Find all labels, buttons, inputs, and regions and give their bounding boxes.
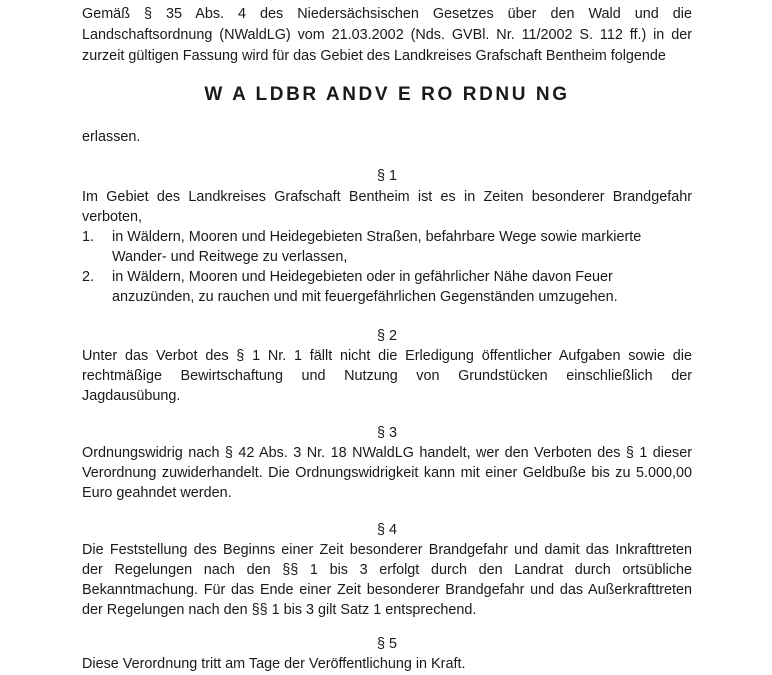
section-4-heading: § 4 (376, 522, 397, 538)
preamble-line-1: Gemäß § 35 Abs. 4 des Niedersächsischen Gesetzes über den Wald und die (82, 6, 692, 22)
preamble-line-3: zurzeit gültigen Fassung wird für das Gebiet des Landkreises Grafschaft Bentheim folgende (82, 48, 666, 64)
section-3-line-1: Ordnungswidrig nach § 42 Abs. 3 Nr. 18 NWaldLG handelt, wer den Verboten des § 1 dieser (82, 445, 692, 461)
document-title: W A LDBR ANDV E RO RDNU NG (204, 84, 570, 105)
section-4-line-2: der Regelungen nach den §§ 1 bis 3 erfolgt durch den Landrat durch ortsübliche (82, 562, 692, 578)
section-1-line-1: Im Gebiet des Landkreises Grafschaft Bentheim ist es in Zeiten besonderer Brandgefahr (82, 189, 692, 205)
section-5-heading: § 5 (376, 636, 397, 652)
section-1-line-2: verboten, (82, 209, 143, 225)
section-1-item-2-line-2: anzuzünden, zu rauchen und mit feuergefährlichen Gegenständen umzugehen. (112, 289, 618, 305)
section-2-line-1: Unter das Verbot des § 1 Nr. 1 fällt nicht die Erledigung öffentlicher Aufgaben sowie die (82, 348, 692, 364)
enactment-text: erlassen. (82, 129, 141, 145)
section-1-item-2-line-1: in Wäldern, Mooren und Heidegebieten oder in gefährlicher Nähe davon Feuer (112, 269, 613, 285)
section-4-line-4: der Regelungen nach den §§ 1 bis 3 gilt Satz 1 entsprechend. (82, 602, 477, 618)
section-1-item-1-number: 1. (82, 229, 95, 245)
section-1-item-1-line-1: in Wäldern, Mooren und Heidegebieten Straßen, befahrbare Wege sowie markierte (112, 229, 642, 245)
section-5-line-1: Diese Verordnung tritt am Tage der Veröffentlichung in Kraft. (82, 656, 466, 672)
section-3-line-2: Verordnung zuwiderhandelt. Die Ordnungswidrigkeit kann mit einer Geldbuße bis zu 5.000,00 (82, 465, 692, 481)
section-3-line-3: Euro geahndet werden. (82, 485, 232, 501)
section-4-line-3: Bekanntmachung. Für das Ende einer Zeit besonderer Brandgefahr und das Außerkrafttreten (82, 582, 692, 598)
section-2-heading: § 2 (376, 328, 397, 344)
preamble-line-2: Landschaftsordnung (NWaldLG) vom 21.03.2002 (Nds. GVBl. Nr. 11/2002 S. 112 ff.) in der (82, 27, 692, 43)
section-1-heading: § 1 (376, 168, 397, 184)
section-4-line-1: Die Feststellung des Beginns einer Zeit besonderer Brandgefahr und damit das Inkrafttreten (82, 542, 692, 558)
section-3-heading: § 3 (376, 425, 397, 441)
section-2-line-3: Jagdausübung. (82, 388, 181, 404)
section-1-item-1-line-2: Wander- und Reitwege zu verlassen, (112, 249, 348, 265)
section-1-item-2-number: 2. (82, 269, 95, 285)
section-2-line-2: rechtmäßige Bewirtschaftung und Nutzung von Grundstücken einschließlich der (82, 368, 692, 384)
